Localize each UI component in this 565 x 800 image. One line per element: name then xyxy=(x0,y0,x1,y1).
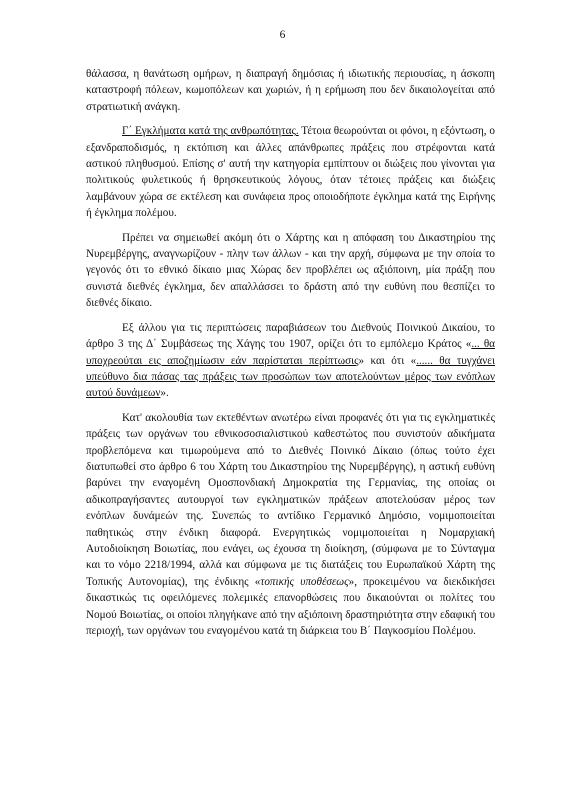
paragraph-5 xyxy=(86,410,495,640)
paragraph-2-text: Τέτοια θεωρούνται οι φόνοι, η εξόντωση, ο εξανδραποδισμός, η εκτόπιση και άλλες απάνθρωπες πράξεις που στρέφονται κατά αστικού πληθυσμού. Επίσης σ' αυτή την κατηγορία εμπίπτουν οι διώξεις που γίνονται για πολιτικούς φυλετικούς ή θρησκευτικούς λόγους, όταν τέτοιες πράξεις και διώξεις λαμβάνουν χώρα σε εκτέλεση και συνάφεια προς οποιοδήποτε έγκλημα κατά της Ειρήνης ή έγκλημα πολέμου. xyxy=(86,125,495,220)
page-number: 6 xyxy=(279,29,286,41)
quote-responsibility: ...... θα τυγχάνει υπεύθυνο δια πάσας τας πράξεις των προσώπων των αποτελούντων μέρος των ενόπλων αυτού δυνάμεων xyxy=(86,354,495,400)
paragraph-4 xyxy=(86,320,495,402)
paragraph-2 xyxy=(86,123,495,221)
paragraph-3 xyxy=(86,230,495,312)
paragraph-4-text-a: Εξ άλλου για τις περιπτώσεις παραβιάσεων του Διεθνούς Ποινικού Δικαίου, το άρθρο 3 της Δ΄ Συμβάσεως της Χάγης του 1907, ορίζει ότι το εμπόλεμο Κράτος « xyxy=(86,321,495,351)
paragraph-5-text-a: Κατ' ακολουθία των εκτεθέντων ανωτέρω είναι προφανές ότι για τις εγκληματικές πράξεις των οργάνων του εθνικοσοσιαλιστικού καθεστώτος που συνιστούν αδικήματα προβλεπόμενα και τιμωρούμενα από το Διεθνές Ποινικό Δίκαιο (όπως τούτο έχει διατυπωθεί στο άρθρο 6 του Χάρτη του Δικαστηρίου της Νυρεμβέργης), η αστική ευθύνη βαρύνει την εναγομένη Ομοσπονδιακή Δημοκρατία της Γερμανίας, της οποίας οι αδικοπραγήσαντες αυτουργοί των εγκληματικών πράξεων αποτελούσαν μέρος των ενόπλων δυνάμεών της. Συνεπώς το αντίδικο Γερμανικό Δημόσιο, νομιμοποιείται παθητικώς στην ένδικη διαφορά. Ενεργητικώς νομιμοποιείται η Νομαρχιακή Αυτοδιοίκηση Βοιωτίας, που ενάγει, ως έχουσα τη διοίκηση, (σύμφωνα με το Σύνταγμα και το νόμο 2218/1994, αλλά και σύμφωνα με τις διατάξεις του Ευρωπαϊκού Χάρτη της Τοπικής Αυτονομίας), της ένδικης « xyxy=(86,411,495,588)
italic-local-matter: τοπικής υποθέσεως xyxy=(260,575,349,588)
paragraph-3-text: Πρέπει να σημειωθεί ακόμη ότι ο Χάρτης και η απόφαση του Δικαστηρίου της Νυρεμβέργης, αναγνωρίζουν - πλην των άλλων - και την αρχή, σύμφωνα με την οποία το γεγονός ότι το εθνικό δίκαιο μιας Χώρας δεν προβλέπει ως αξιόποινη, μία πράξη που συνιστά διεθνές έγκλημα, δεν απαλλάσσει το δράστη από την ευθύνη που θεσπίζει το διεθνές δίκαιο. xyxy=(86,231,495,310)
paragraph-5-text-b: », προκειμένου να διεκδικήσει δικαστικώς τις οφειλόμενες πολεμικές επανορθώσεις που δικαιούνται οι πολίτες του Νομού Βοιωτίας, οι οποίοι πληγήκανε από την αξιόποινη δραστηριότητα στην εδαφική του περιοχή, των οργάνων του εναγομένου κατά τη διάρκεια του Β΄ Παγκοσμίου Πολέμου. xyxy=(86,575,495,637)
section-heading-crimes-against-humanity: Γ΄ Εγκλήματα κατά της ανθρωπότητας. xyxy=(122,125,299,138)
paragraph-1 xyxy=(86,66,495,115)
quote-compensation: ... θα υποχρεούται εις αποζημίωσιν εάν παρίσταται περίπτωσις xyxy=(86,338,495,367)
paragraph-1-text: θάλασσα, η θανάτωση ομήρων, η διαπραγή δημόσιας ή ιδιωτικής περιουσίας, η άσκοπη καταστροφή πόλεων, κωμοπόλεων και χωριών, ή η ερήμωση που δεν δικαιολογείται από στρατιωτική ανάγκη. xyxy=(86,68,495,113)
paragraph-4-text-b: » και ότι « xyxy=(358,354,417,367)
paragraph-4-text-c: ». xyxy=(160,387,169,400)
document-body xyxy=(86,66,495,647)
